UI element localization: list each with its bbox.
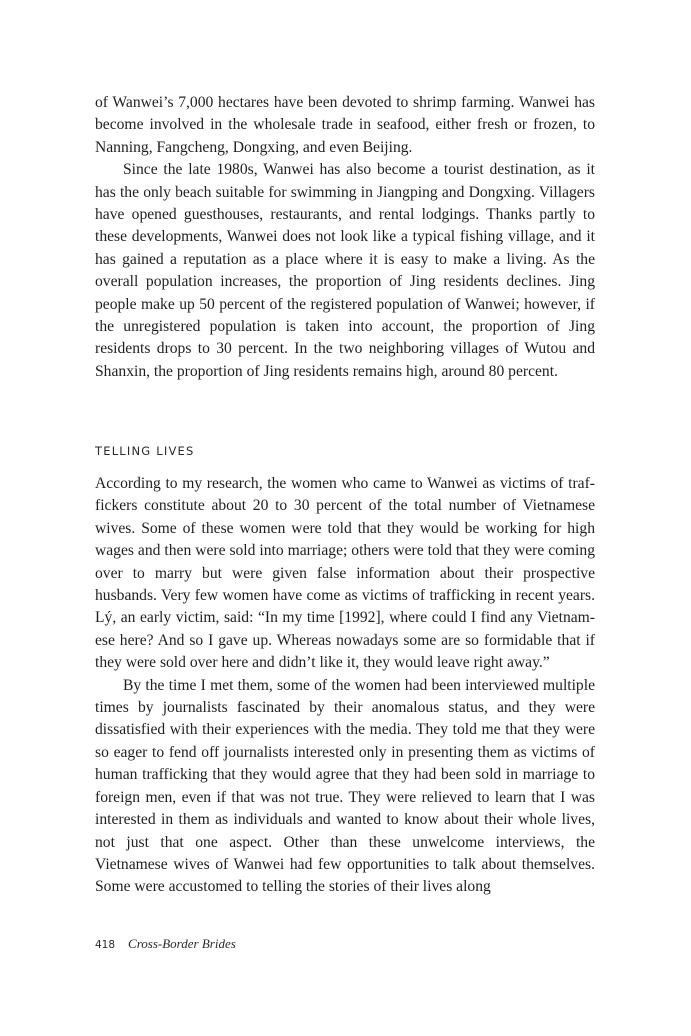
- paragraph: Since the late 1980s, Wanwei has also become a tourist destination, as it has the only beach suitable for swimming in Jiangping and Dongxing. Villagers have opened guesthouses, restaurants, and rental lodgings. Thanks partly to these developments, Wanwei does not look like a typical fishing village, and it has gained a reputation as a place where it is easy to make a living. As the overall population increases, the proportion of Jing residents declines. Jing people make up 50 percent of the registered population of Wanwei; however, if the unregistered population is taken into account, the proportion of Jing residents drops to 30 percent. In the two neighboring villages of Wutou and Shanxin, the proportion of Jing residents remains high, around 80 percent.: [95, 161, 595, 380]
- page-number: 418: [95, 939, 116, 951]
- body-text-bottom: [95, 473, 595, 899]
- body-text-top: [95, 92, 595, 383]
- running-title: Cross-Border Brides: [128, 936, 236, 951]
- paragraph: By the time I met them, some of the women had been interviewed multiple times by journalists fascinated by their anomalous status, and they were dissatisfied with their experiences with the media. They told me that they were so eager to fend off journalists interested only in presenting them as victims of human trafficking that they would agree that they had been sold in marriage to foreign men, even if that was not true. They were relieved to learn that I was interested in them as individuals and wanted to know about their whole lives, not just that one aspect. Other than these unwelcome interviews, the Vietnamese wives of Wanwei had few opportunities to talk about themselves. Some were accustomed to telling the stories of their lives along: [95, 676, 595, 896]
- page-footer: [95, 936, 236, 952]
- paragraph: According to my research, the women who came to Wanwei as victims of traffickers constitute about 20 to 30 percent of the total number of Vietnamese wives. Some of these women were told that they would be working for high wages and then were sold into marriage; others were told that they were coming over to marry but were given false information about their prospective husbands. Very few women have come as victims of trafficking in recent years. Lý, an early victim, said: “In my time [1992], where could I find any Vietnamese here? And so I gave up. Whereas nowadays some are so formidable that if they were sold over here and didn’t like it, they would leave right away.”: [95, 475, 595, 672]
- paragraph: of Wanwei’s 7,000 hectares have been devoted to shrimp farming. Wanwei has become involved in the wholesale trade in seafood, either fresh or frozen, to Nanning, Fangcheng, Dongxing, and even Beijing.: [95, 94, 595, 156]
- section-heading: TELLING LIVES: [95, 444, 195, 458]
